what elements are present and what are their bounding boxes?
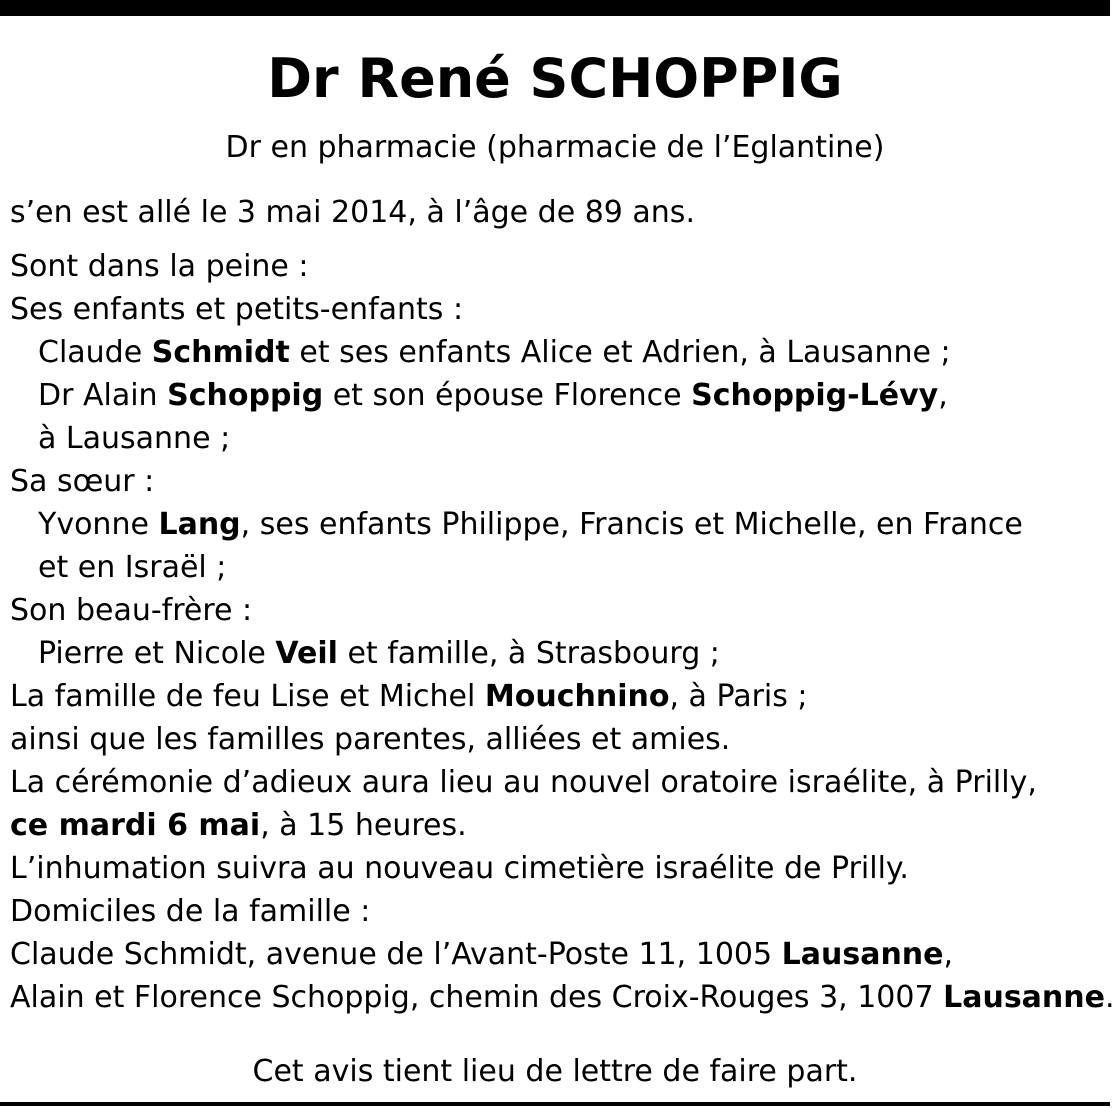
death-announcement: s’en est allé le 3 mai 2014, à l’âge de 89 ans. <box>10 195 695 230</box>
surname: Schoppig-Lévy <box>691 378 939 413</box>
profession-subtitle: Dr en pharmacie (pharmacie de l’Eglantine) <box>225 130 885 165</box>
surname: Veil <box>275 636 338 671</box>
burial-line: L’inhumation suivra au nouveau cimetière israélite de Prilly. <box>10 851 909 886</box>
deceased-name-heading: Dr René SCHOPPIG <box>267 47 843 110</box>
ceremony-date-line: ce mardi 6 mai, à 15 heures. <box>10 808 467 843</box>
bottom-border-rule <box>0 1102 1110 1106</box>
top-border-rule <box>0 0 1110 16</box>
address-line: Alain et Florence Schoppig, chemin des Croix-Rouges 3, 1007 Lausanne. <box>10 980 1115 1015</box>
city: Lausanne <box>943 980 1105 1015</box>
ceremony-line: La cérémonie d’adieux aura lieu au nouvel oratoire israélite, à Prilly, <box>10 765 1037 800</box>
address-line: Claude Schmidt, avenue de l’Avant-Poste 11, 1005 Lausanne, <box>10 937 954 972</box>
mourner-line-continued: et en Israël ; <box>38 550 227 585</box>
ceremony-date: ce mardi 6 mai <box>10 808 261 843</box>
relatives-line: ainsi que les familles parentes, alliées et amies. <box>10 722 731 757</box>
domiciles-heading: Domiciles de la famille : <box>10 894 371 929</box>
children-heading: Ses enfants et petits-enfants : <box>10 292 464 327</box>
mourner-line-continued: à Lausanne ; <box>38 421 231 456</box>
mourner-line: Claude Schmidt et ses enfants Alice et Adrien, à Lausanne ; <box>38 335 951 370</box>
city: Lausanne <box>781 937 944 972</box>
surname: Schoppig <box>167 378 324 413</box>
surname: Schmidt <box>151 335 290 370</box>
surname: Mouchnino <box>484 679 670 714</box>
closing-statement: Cet avis tient lieu de lettre de faire part. <box>252 1054 858 1089</box>
mourner-line: Yvonne Lang, ses enfants Philippe, Francis et Michelle, en France <box>38 507 1023 542</box>
sister-heading: Sa sœur : <box>10 464 155 499</box>
mourner-line: Pierre et Nicole Veil et famille, à Strasbourg ; <box>38 636 720 671</box>
mourner-line: Dr Alain Schoppig et son épouse Florence Schoppig-Lévy, <box>38 378 948 413</box>
mourner-line: La famille de feu Lise et Michel Mouchnino, à Paris ; <box>10 679 808 714</box>
mourners-heading: Sont dans la peine : <box>10 249 309 284</box>
brother-in-law-heading: Son beau-frère : <box>10 593 253 628</box>
surname: Lang <box>158 507 241 542</box>
